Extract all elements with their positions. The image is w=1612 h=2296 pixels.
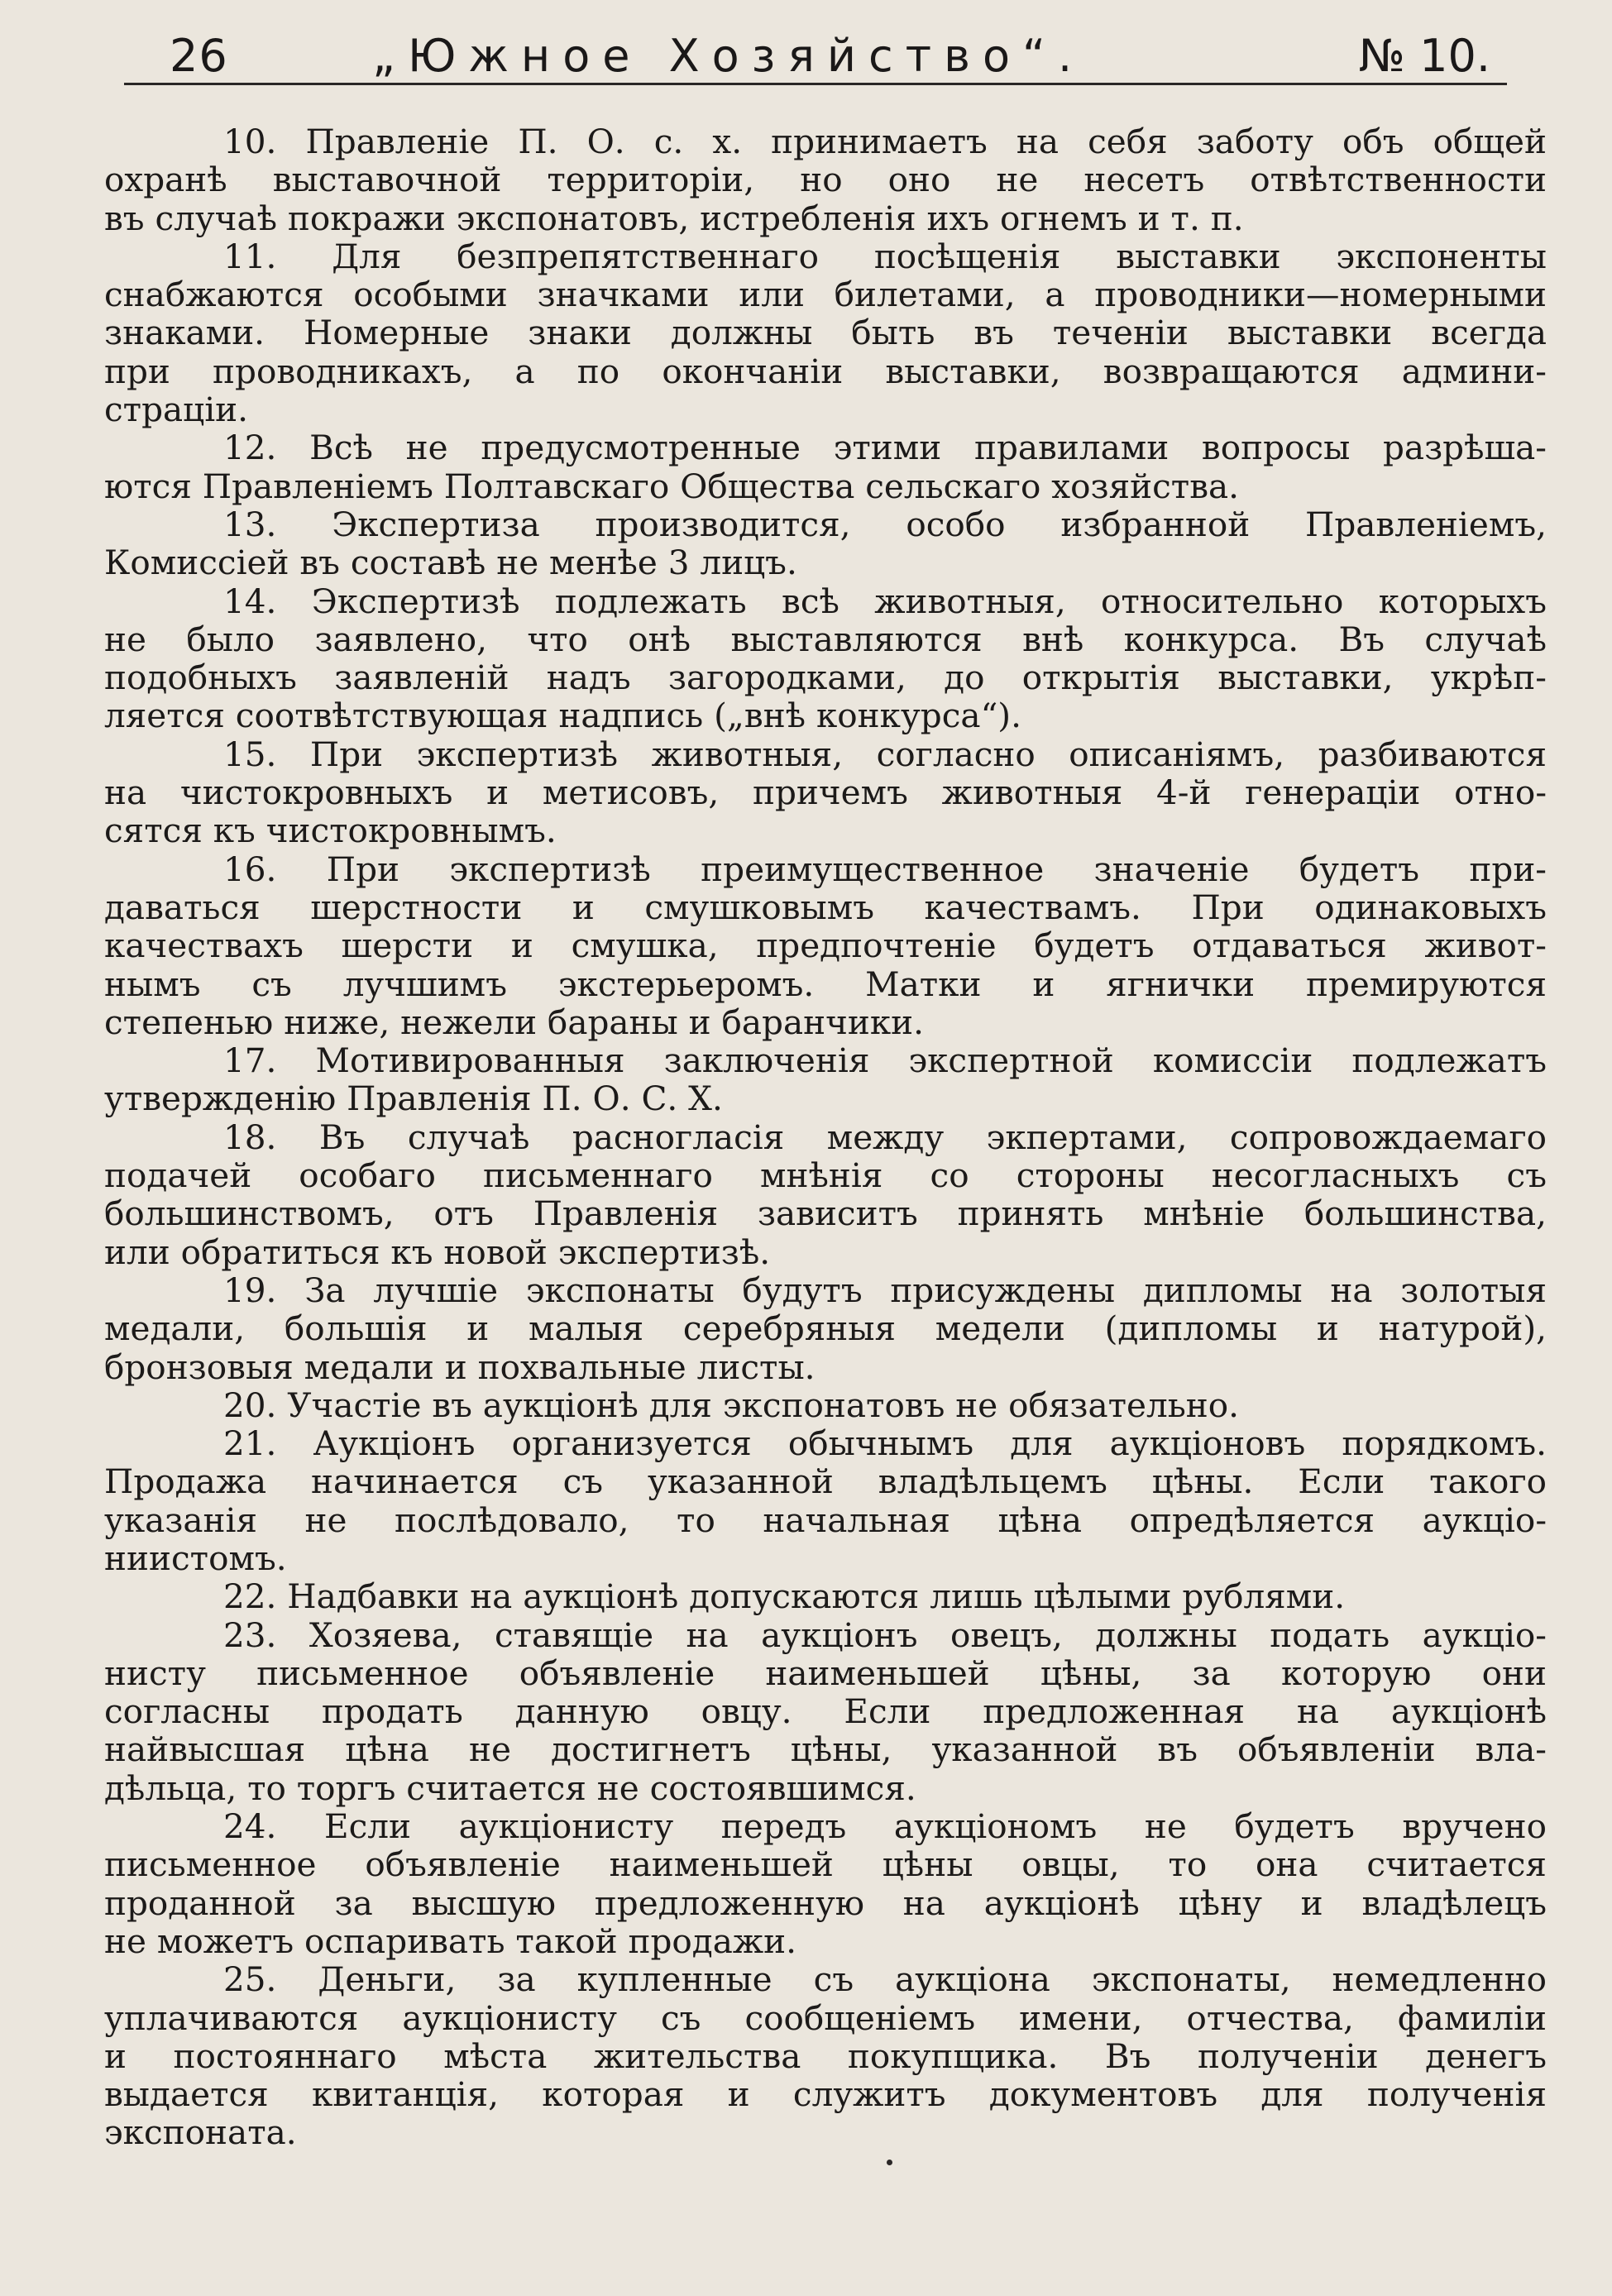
text-line: знаками. Номерные знаки должны быть въ теченіи выставки всегда — [104, 313, 1547, 353]
text-line: ются Правленіемъ Полтавскаго Общества сельскаго хозяйства. — [104, 466, 1240, 506]
text-line: медали, большія и малыя серебряныя медели (дипломы и натурой), — [104, 1308, 1547, 1349]
text-line: 23. Хозяева, ставящіе на аукціонъ овецъ, должны подать аукціо- — [223, 1614, 1547, 1655]
text-line: 22. Надбавки на аукціонѣ допускаются лишь цѣлыми рублями. — [223, 1576, 1346, 1617]
paragraph — [104, 1118, 1547, 1271]
text-line: 11. Для безпрепятственнаго посѣщенія выставки экспоненты — [223, 236, 1547, 276]
text-line: Продажа начинается съ указанной владѣльцемъ цѣны. Если такого — [104, 1461, 1547, 1502]
paragraph — [104, 1960, 1547, 2151]
text-line: нисту письменное объявленіе наименьшей цѣны, за которую они — [104, 1653, 1547, 1693]
text-line: сятся къ чистокровнымъ. — [104, 811, 557, 851]
text-line: 19. За лучшіе экспонаты будутъ присуждены дипломы на золотыя — [223, 1270, 1547, 1310]
paragraph — [104, 505, 1547, 582]
text-line: найвысшая цѣна не достигнетъ цѣны, указанной въ объявленіи вла- — [104, 1729, 1547, 1770]
issue-number: № 10. — [1358, 30, 1490, 82]
text-line: 17. Мотивированныя заключенія экспертной комиссіи подлежатъ — [223, 1040, 1547, 1081]
text-line: подачей особаго письменнаго мнѣнія со стороны несогласныхъ съ — [104, 1155, 1547, 1196]
paragraph — [104, 237, 1547, 428]
text-line: на чистокровныхъ и метисовъ, причемъ животныя 4-й генераціи отно- — [104, 773, 1547, 813]
text-line: въ случаѣ покражи экспонатовъ, истребленія ихъ огнемъ и т. п. — [104, 198, 1244, 238]
text-line: 21. Аукціонъ организуется обычнымъ для аукціоновъ порядкомъ. — [223, 1423, 1547, 1464]
text-line: ниистомъ. — [104, 1538, 287, 1578]
paragraph — [104, 1577, 1547, 1615]
text-line: качествахъ шерсти и смушка, предпочтеніе будетъ отдаваться живот- — [104, 926, 1547, 966]
paragraph — [104, 1424, 1547, 1577]
text-line: 14. Экспертизѣ подлежать всѣ животныя, относительно которыхъ — [223, 581, 1547, 621]
text-line: 24. Если аукціонисту передъ аукціономъ не будетъ вручено — [223, 1806, 1547, 1847]
text-line: 16. При экспертизѣ преимущественное значеніе будетъ при- — [223, 849, 1547, 889]
text-line: утвержденію Правленія П. О. С. Х. — [104, 1079, 723, 1119]
text-line: проданной за высшую предложенную на аукціонѣ цѣну и владѣлецъ — [104, 1882, 1547, 1923]
text-line: не было заявлено, что онѣ выставляются внѣ конкурса. Въ случаѣ — [104, 619, 1547, 659]
text-line: согласны продать данную овцу. Если предложенная на аукціонѣ — [104, 1691, 1547, 1732]
text-line: подобныхъ заявленій надъ загородками, до открытія выставки, укрѣп- — [104, 658, 1547, 698]
paragraph — [104, 1616, 1547, 1807]
text-line: 25. Деньги, за купленные съ аукціона экспонаты, немедленно — [223, 1959, 1547, 2000]
text-line: 13. Экспертиза производится, особо избранной Правленіемъ, — [223, 504, 1547, 544]
text-line: уплачиваются аукціонисту съ сообщеніемъ имени, отчества, фамиліи — [104, 1997, 1547, 2038]
text-line: 18. Въ случаѣ расногласія между экпертами, сопровождаемаго — [223, 1117, 1547, 1157]
text-line: даваться шерстности и смушковымъ качествамъ. При одинаковыхъ — [104, 887, 1547, 927]
ink-speck — [887, 2160, 892, 2165]
text-line: бронзовыя медали и похвальные листы. — [104, 1347, 816, 1387]
text-line: 10. Правленіе П. О. с. х. принимаетъ на себя заботу объ общей — [223, 122, 1547, 161]
text-line: и постояннаго мѣста жительства покупщика. Въ полученіи денегъ — [104, 2035, 1547, 2076]
paragraph — [104, 122, 1547, 237]
text-line: при проводникахъ, а по окончаніи выставки, возвращаются админи- — [104, 351, 1547, 391]
paragraph — [104, 1041, 1547, 1118]
paragraph — [104, 1271, 1547, 1386]
text-line: ляется соотвѣтствующая надпись („внѣ конкурса“). — [104, 696, 1021, 736]
text-line: указанія не послѣдовало, то начальная цѣна опредѣляется аукціо- — [104, 1500, 1547, 1540]
text-line: экспоната. — [104, 2112, 297, 2153]
paragraph — [104, 1807, 1547, 1960]
text-line: 15. При экспертизѣ животныя, согласно описаніямъ, разбиваются — [223, 734, 1547, 774]
paragraph — [104, 582, 1547, 735]
text-line: большинствомъ, отъ Правленія зависитъ принять мнѣніе большинства, — [104, 1193, 1547, 1234]
text-line: нымъ съ лучшимъ экстерьеромъ. Матки и ягнички премируются — [104, 964, 1547, 1004]
text-line: Комиссіей въ составѣ не менѣе 3 лицъ. — [104, 543, 797, 583]
running-header — [124, 31, 1505, 81]
text-line: охранѣ выставочной территоріи, но оно не несетъ отвѣтственности — [104, 160, 1547, 200]
paragraph — [104, 735, 1547, 850]
text-line: не можетъ оспаривать такой продажи. — [104, 1921, 797, 1961]
text-line: дѣльца, то торгъ считается не состоявшимся. — [104, 1767, 916, 1808]
text-line: степенью ниже, нежели бараны и баранчики. — [104, 1002, 925, 1042]
text-line: 12. Всѣ не предусмотренные этими правилами вопросы разрѣша- — [223, 428, 1547, 468]
text-line: 20. Участіе въ аукціонѣ для экспонатовъ не обязательно. — [223, 1385, 1240, 1425]
body-text — [104, 122, 1547, 2152]
paragraph — [104, 1386, 1547, 1424]
journal-title: „Южное Хозяйство“. — [372, 30, 1085, 82]
text-line: письменное объявленіе наименьшей цѣны овцы, то она считается — [104, 1844, 1547, 1885]
text-line: снабжаются особыми значками или билетами, а проводники—номерными — [104, 275, 1547, 315]
text-line: или обратиться къ новой экспертизѣ. — [104, 1232, 771, 1272]
text-line: страціи. — [104, 390, 249, 430]
paragraph — [104, 850, 1547, 1041]
text-line: выдается квитанція, которая и служитъ документовъ для полученія — [104, 2074, 1547, 2115]
paragraph — [104, 428, 1547, 505]
header-rule — [124, 83, 1507, 85]
page-number: 26 — [170, 30, 228, 82]
